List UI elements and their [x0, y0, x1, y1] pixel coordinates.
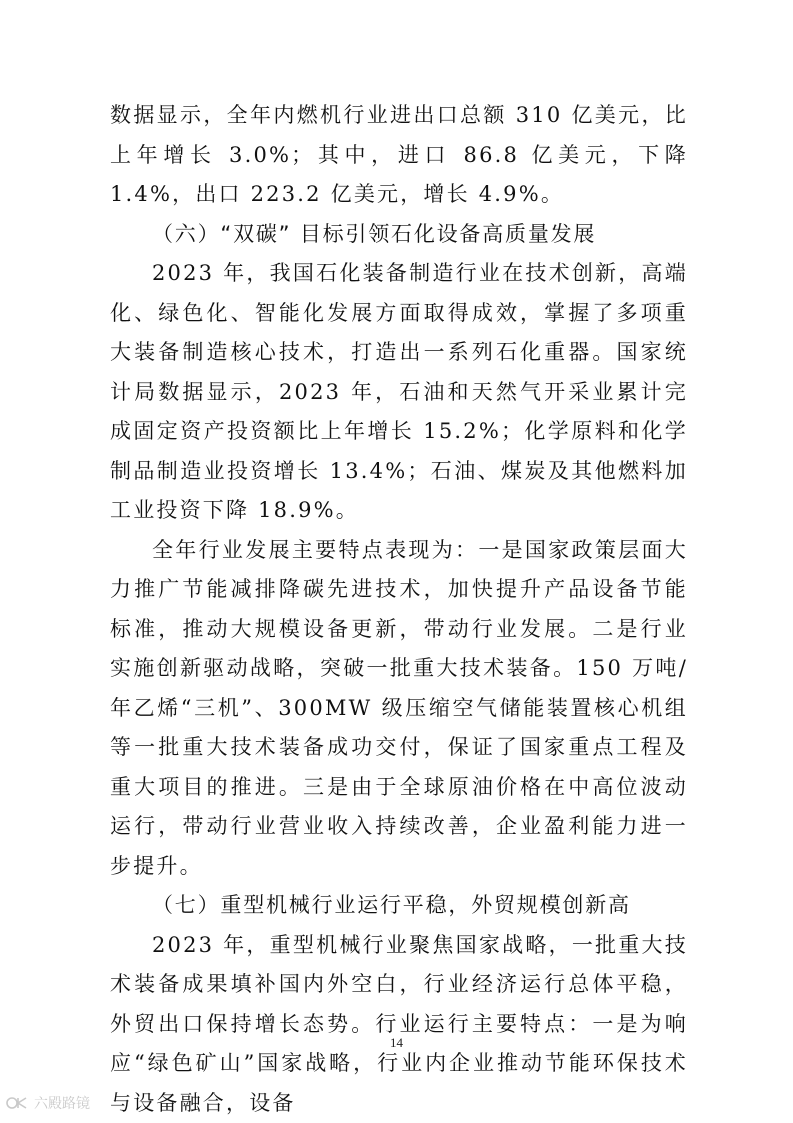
paragraph-import-export: 数据显示，全年内燃机行业进出口总额 310 亿美元，比上年增长 3.0%；其中，进口 86.8 亿美元，下降 1.4%，出口 223.2 亿美元，增长 4.9%。 [110, 96, 688, 215]
watermark [6, 1093, 90, 1113]
page-number: 14 [0, 1035, 793, 1051]
paragraph-petrochemical: 2023 年，我国石化装备制造行业在技术创新，高端化、绿色化、智能化发展方面取得成效，掌握了多项重大装备制造核心技术，打造出一系列石化重器。国家统计局数据显示，2023 年，石油和天然气开采业累计完成固定资产投资额比上年增长 15.2%；化学原料和化学制品制造业投资增长 13.4%；石油、煤炭及其他燃料加工业投资下降 18.9%。 [110, 254, 688, 531]
document-body [110, 96, 688, 1123]
section-heading-6: （六）“双碳” 目标引领石化设备高质量发展 [110, 215, 688, 255]
watermark-text: 六殿路镜 [34, 1093, 90, 1113]
paragraph-heavy-machinery: 2023 年，重型机械行业聚焦国家战略，一批重大技术装备成果填补国内外空白，行业经济运行总体平稳，外贸出口保持增长态势。行业运行主要特点：一是为响应“绿色矿山”国家战略，行业内企业推动节能环保技术与设备融合，设备 [110, 926, 688, 1123]
section-heading-7: （七）重型机械行业运行平稳，外贸规模创新高 [110, 886, 688, 926]
watermark-logo-icon [6, 1095, 30, 1111]
paragraph-industry-features: 全年行业发展主要特点表现为：一是国家政策层面大力推广节能减排降碳先进技术，加快提升产品设备节能标准，推动大规模设备更新，带动行业发展。二是行业实施创新驱动战略，突破一批重大技术装备。150 万吨/年乙烯“三机”、300MW 级压缩空气储能装置核心机组等一批重大技术装备成功交付，保证了国家重点工程及重大项目的推进。三是由于全球原油价格在中高位波动运行，带动行业营业收入持续改善，企业盈利能力进一步提升。 [110, 531, 688, 887]
